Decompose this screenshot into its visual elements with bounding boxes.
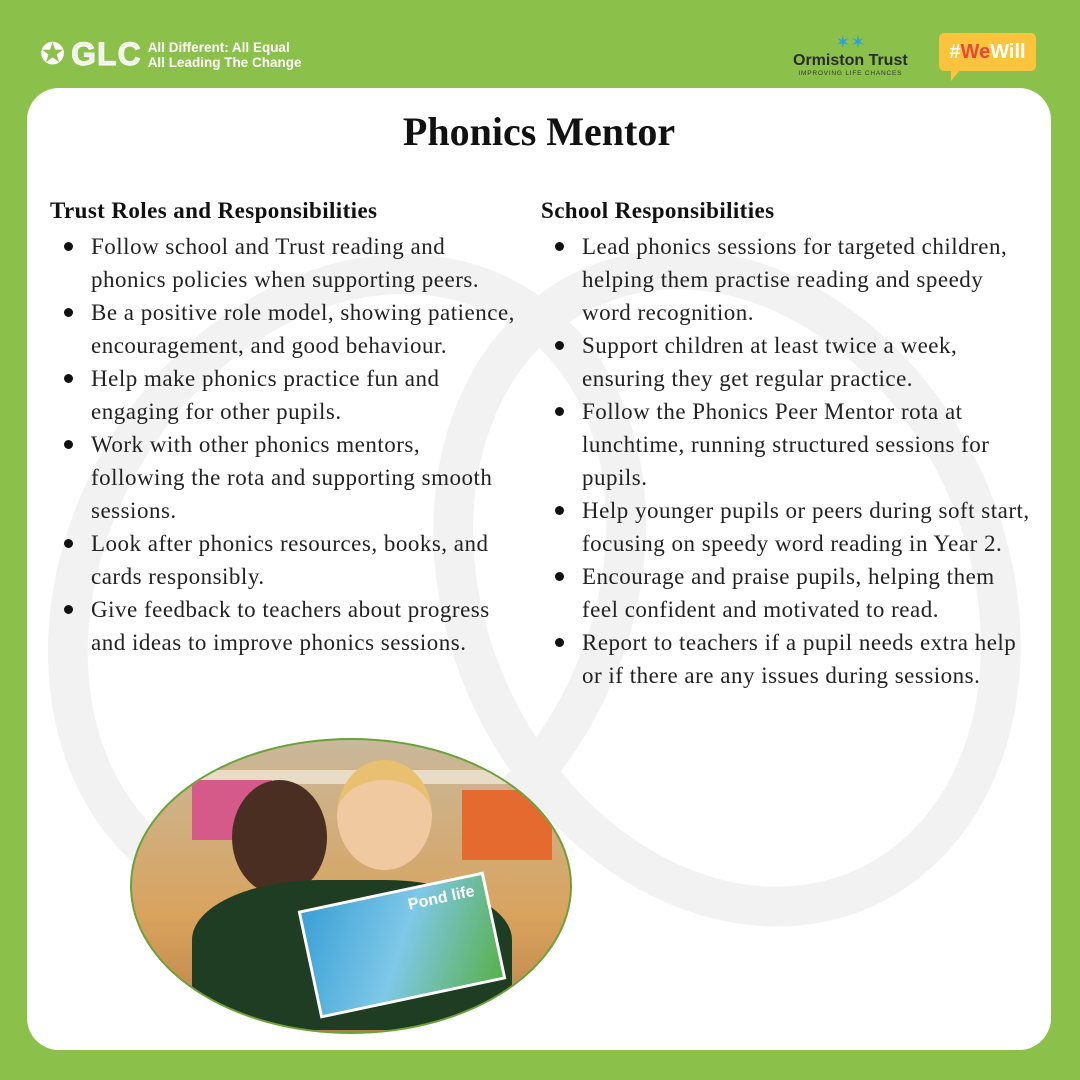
child-head (232, 780, 327, 895)
bullet-item: Look after phonics resources, books, and cards responsibly. (50, 527, 520, 593)
trust-roles-column (50, 198, 520, 659)
bullet-item: Be a positive role model, showing patience, encouragement, and good behaviour. (50, 296, 520, 362)
ormiston-name: Ormiston Trust (793, 52, 908, 69)
content-card (27, 88, 1051, 1050)
star-icon: ✪ (40, 37, 66, 71)
hashtag-we: We (960, 40, 991, 63)
ormiston-logo (793, 32, 908, 77)
children-reading-photo (130, 738, 572, 1034)
book-title: Pond life (406, 882, 477, 914)
school-responsibilities-column (541, 198, 1031, 692)
glc-wordmark: GLC (71, 36, 142, 72)
wewill-badge (939, 33, 1036, 71)
bullet-item: Lead phonics sessions for targeted children, helping them practise reading and speedy word recognition. (541, 230, 1031, 329)
shelf-book (462, 790, 552, 860)
bullet-item: Support children at least twice a week, ensuring they get regular practice. (541, 329, 1031, 395)
bullet-item: Help make phonics practice fun and engaging for other pupils. (50, 362, 520, 428)
glc-logo (40, 36, 301, 73)
section-heading: School Responsibilities (541, 198, 775, 223)
bullet-item: Follow the Phonics Peer Mentor rota at lunchtime, running structured sessions for pupils. (541, 395, 1031, 494)
glc-tagline-2: All Leading The Change (147, 54, 302, 70)
people-icon: ✶✶ (835, 32, 866, 52)
hashtag-will: Will (990, 40, 1026, 63)
bullet-item: Encourage and praise pupils, helping them feel confident and motivated to read. (541, 560, 1031, 626)
bullet-item: Give feedback to teachers about progress and ideas to improve phonics sessions. (50, 593, 520, 659)
bullet-item: Follow school and Trust reading and phonics policies when supporting peers. (50, 230, 520, 296)
hashtag-hash: # (949, 40, 961, 63)
child-head (337, 760, 432, 870)
ormiston-subtitle: IMPROVING LIFE CHANCES (798, 70, 903, 77)
bullet-item: Help younger pupils or peers during soft start, focusing on speedy word reading in Year 2. (541, 494, 1031, 560)
bullet-item: Work with other phonics mentors, following the rota and supporting smooth sessions. (50, 428, 520, 527)
section-heading: Trust Roles and Responsibilities (50, 198, 378, 223)
glc-tagline-1: All Different: All Equal (147, 39, 290, 55)
bullet-item: Report to teachers if a pupil needs extra help or if there are any issues during sessions. (541, 626, 1031, 692)
page-title: Phonics Mentor (402, 109, 676, 154)
